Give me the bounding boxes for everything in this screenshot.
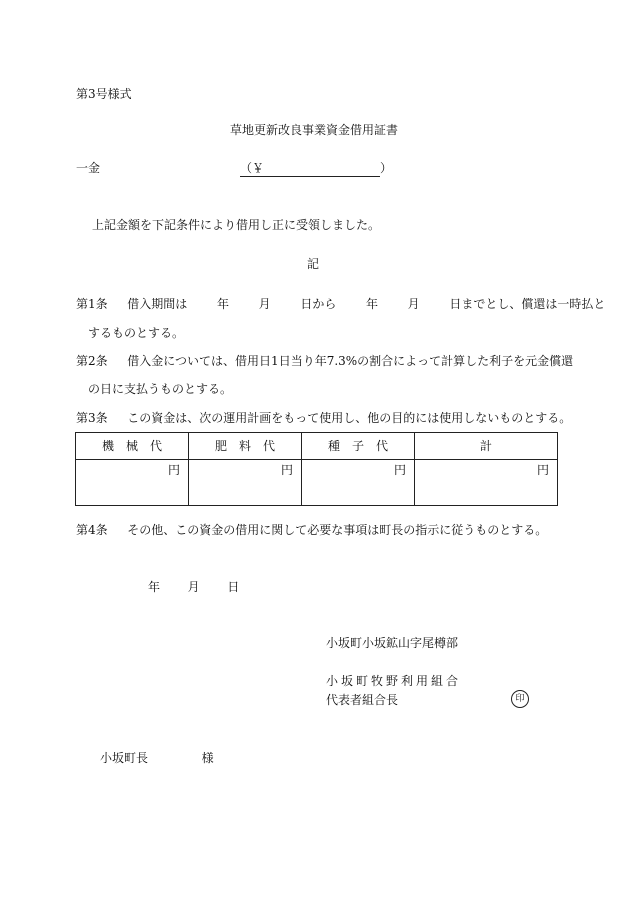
ki-marker: 記 bbox=[307, 257, 320, 271]
header-total: 計 bbox=[415, 433, 558, 460]
article-1-text-a: 借入期間は bbox=[127, 297, 188, 311]
amount-paren-open: （￥ bbox=[240, 161, 265, 175]
seal-mark: 印 bbox=[511, 690, 529, 708]
article-4-line-1 bbox=[76, 522, 547, 538]
article-3-line-1 bbox=[76, 410, 571, 426]
article-1-label: 第1条 bbox=[76, 297, 108, 311]
article-1-month-1: 月 bbox=[258, 297, 271, 311]
cell-total[interactable] bbox=[415, 460, 558, 506]
article-1-year-1: 年 bbox=[216, 297, 229, 311]
borrower-organization: 小坂町牧野利用組合 bbox=[326, 674, 462, 688]
cell-fertilizer[interactable] bbox=[189, 460, 302, 506]
article-2-label: 第2条 bbox=[76, 354, 108, 368]
cell-seed[interactable] bbox=[302, 460, 415, 506]
article-3-text: この資金は、次の運用計画をもって使用し、他の目的には使用しないものとする。 bbox=[127, 411, 572, 425]
yen-unit: 円 bbox=[280, 463, 293, 477]
article-1-line-1 bbox=[76, 296, 605, 312]
article-4-label: 第4条 bbox=[76, 523, 108, 537]
date-month: 月 bbox=[187, 580, 200, 594]
table-row bbox=[76, 460, 558, 506]
article-4-text: その他、この資金の借用に関して必要な事項は町長の指示に従うものとする。 bbox=[127, 523, 548, 537]
article-2-line-2: の日に支払うものとする。 bbox=[88, 382, 233, 396]
article-1-text-b: 日までとし、償還は一時払と bbox=[449, 297, 606, 311]
usage-plan-table bbox=[75, 432, 558, 506]
form-number: 第3号様式 bbox=[76, 87, 132, 101]
article-1-line-2: するものとする。 bbox=[88, 326, 185, 340]
amount-field[interactable] bbox=[240, 160, 392, 177]
article-1-year-2: 年 bbox=[365, 297, 378, 311]
date-day: 日 bbox=[227, 580, 240, 594]
article-3-label: 第3条 bbox=[76, 411, 108, 425]
article-1-month-2: 月 bbox=[407, 297, 420, 311]
borrower-address: 小坂町小坂鉱山字尾樽部 bbox=[326, 636, 459, 650]
intro-text: 上記金額を下記条件により借用し正に受領しました。 bbox=[92, 218, 381, 232]
date-year: 年 bbox=[148, 580, 161, 594]
document-title: 草地更新改良事業資金借用証書 bbox=[230, 123, 399, 137]
header-fertilizer: 肥 料 代 bbox=[189, 433, 302, 460]
article-2-text: 借入金については、借用日1日当り年7.3%の割合によって計算した利子を元金償還 bbox=[127, 354, 574, 368]
yen-unit: 円 bbox=[393, 463, 406, 477]
cell-machinery[interactable] bbox=[76, 460, 189, 506]
yen-unit: 円 bbox=[167, 463, 180, 477]
borrower-representative: 代表者組合長 bbox=[326, 693, 399, 707]
header-machinery: 機 械 代 bbox=[76, 433, 189, 460]
table-header-row bbox=[76, 433, 558, 460]
issue-date bbox=[148, 579, 239, 595]
article-1-day-1: 日から bbox=[300, 297, 337, 311]
yen-unit: 円 bbox=[536, 463, 549, 477]
addressee bbox=[100, 750, 214, 766]
amount-paren-close: ） bbox=[380, 161, 393, 175]
article-2-line-1 bbox=[76, 353, 573, 369]
addressee-name: 小坂町長 bbox=[100, 751, 149, 765]
header-seed: 種 子 代 bbox=[302, 433, 415, 460]
addressee-honorific: 様 bbox=[201, 751, 214, 765]
amount-prefix: 一金 bbox=[76, 161, 101, 175]
